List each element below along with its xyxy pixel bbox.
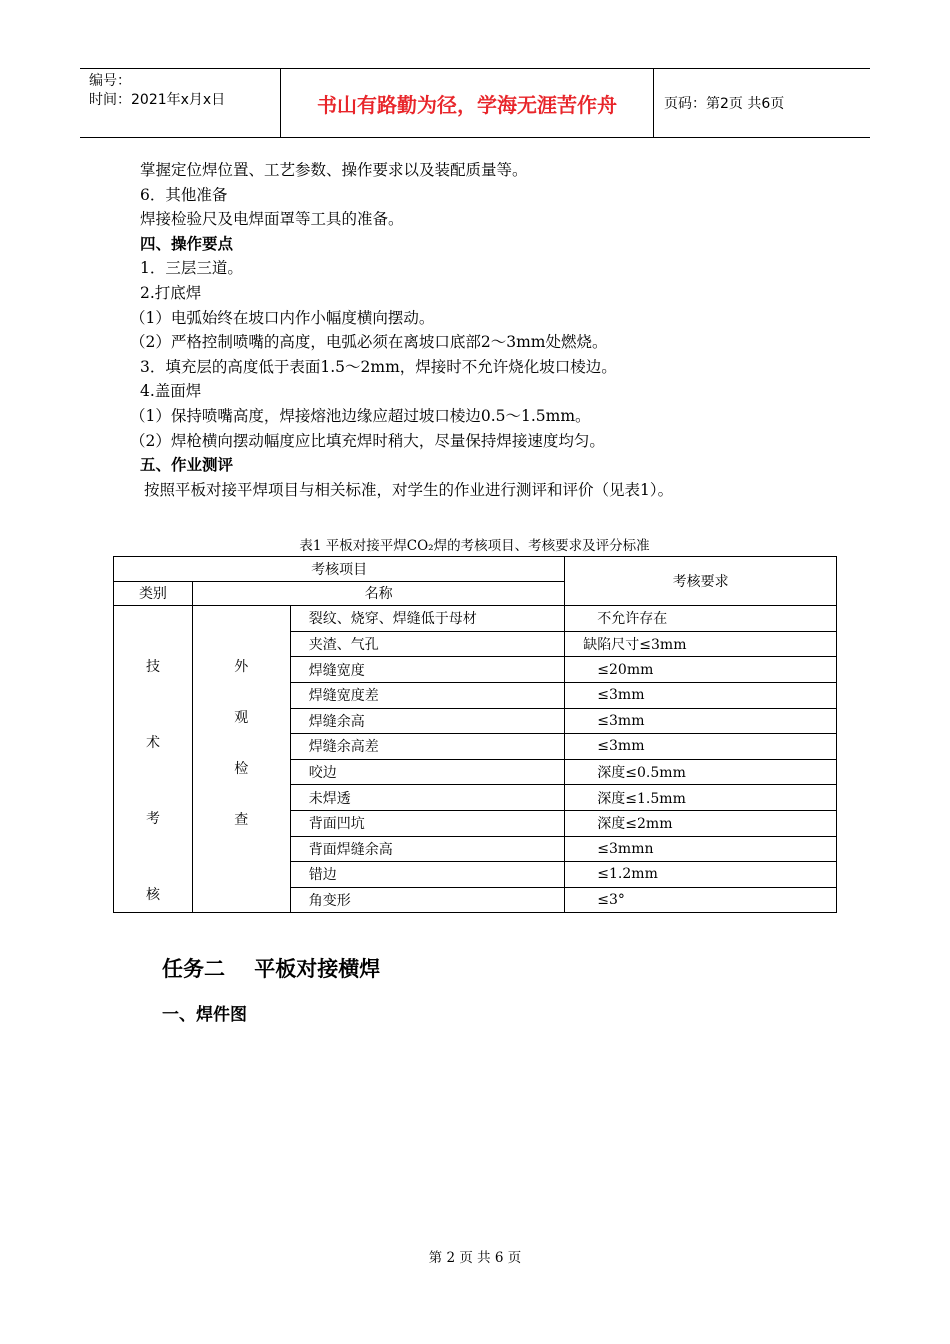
item-name-cell: 咬边 <box>290 759 565 785</box>
item-req-cell: 深度≤2mm <box>565 810 837 836</box>
header-meta <box>80 69 281 137</box>
item-req-cell: ≤3mm <box>565 682 837 708</box>
table-header-row <box>114 557 837 582</box>
paragraph: 3．填充层的高度低于表面1.5～2mm，焊接时不允许烧化坡口棱边。 <box>140 357 617 376</box>
item-name-cell: 焊缝宽度 <box>290 657 565 683</box>
subcategory-cell <box>192 606 290 913</box>
table-caption: 表1 平板对接平焊CO₂焊的考核项目、考核要求及评分标准 <box>299 538 650 554</box>
item-name-cell: 焊缝宽度差 <box>290 682 565 708</box>
item-req-cell: ≤20mm <box>565 657 837 683</box>
section-heading: 五、作业测评 <box>140 456 234 475</box>
paragraph: 按照平板对接平焊项目与相关标准，对学生的作业进行测评和评价（见表1）。 <box>144 480 674 499</box>
item-name-cell: 夹渣、气孔 <box>290 631 565 657</box>
header-category-cell: 类别 <box>114 581 193 606</box>
section-title: 一、焊件图 <box>162 1005 247 1025</box>
category-cell <box>114 606 193 913</box>
header-name-cell: 名称 <box>192 581 564 606</box>
item-name-cell: 裂纹、烧穿、焊缝低于母材 <box>290 606 565 632</box>
table-row <box>114 606 837 632</box>
paragraph: 焊接检验尺及电焊面罩等工具的准备。 <box>140 210 404 229</box>
evaluation-table <box>113 556 837 913</box>
subcategory-char: 外 <box>234 659 249 676</box>
header-motto: 书山有路勤为径，学海无涯苦作舟 <box>281 69 654 137</box>
header-date: 时间：2021年x月x日 <box>89 92 226 108</box>
category-char: 术 <box>145 735 160 752</box>
category-char: 核 <box>145 887 160 904</box>
header-page: 页码：第2页 共6页 <box>664 96 785 112</box>
paragraph: 6．其他准备 <box>140 185 228 204</box>
category-char: 考 <box>145 811 160 828</box>
paragraph: （2）严格控制喷嘴的高度，电弧必须在离坡口底部2～3mm处燃烧。 <box>130 333 608 352</box>
item-req-cell: ≤3mmn <box>565 836 837 862</box>
item-req-cell: ≤1.2mm <box>565 862 837 888</box>
item-req-cell: 不允许存在 <box>565 606 837 632</box>
paragraph: 2.打底焊 <box>140 283 202 302</box>
paragraph: （1）保持喷嘴高度，焊接熔池边缘应超过坡口棱边0.5～1.5mm。 <box>130 406 591 425</box>
item-name-cell: 错边 <box>290 862 565 888</box>
category-char: 技 <box>145 659 160 676</box>
subcategory-char: 观 <box>234 710 249 727</box>
item-name-cell: 背面焊缝余高 <box>290 836 565 862</box>
item-req-cell: ≤3mm <box>565 734 837 760</box>
header-item-cell: 考核项目 <box>114 557 565 582</box>
item-req-cell: ≤3° <box>565 887 837 913</box>
item-name-cell: 未焊透 <box>290 785 565 811</box>
subcategory-char: 查 <box>234 812 249 829</box>
task-title: 任务二 平板对接横焊 <box>162 957 381 981</box>
paragraph: （1）电弧始终在坡口内作小幅度横向摆动。 <box>130 308 435 327</box>
header-req-cell: 考核要求 <box>565 557 837 606</box>
page-header <box>80 68 870 138</box>
item-name-cell: 焊缝余高差 <box>290 734 565 760</box>
item-req-cell: 缺陷尺寸≤3mm <box>565 631 837 657</box>
item-req-cell: 深度≤1.5mm <box>565 785 837 811</box>
item-name-cell: 角变形 <box>290 887 565 913</box>
section-heading: 四、操作要点 <box>140 234 234 253</box>
item-name-cell: 焊缝余高 <box>290 708 565 734</box>
paragraph: 4.盖面焊 <box>140 382 202 401</box>
paragraph: （2）焊枪横向摆动幅度应比填充焊时稍大，尽量保持焊接速度均匀。 <box>130 431 605 450</box>
paragraph: 1．三层三道。 <box>140 259 243 278</box>
header-number: 编号： <box>89 73 131 89</box>
item-req-cell: 深度≤0.5mm <box>565 759 837 785</box>
body-text <box>130 158 840 502</box>
subcategory-char: 检 <box>234 761 249 778</box>
item-req-cell: ≤3mm <box>565 708 837 734</box>
page-footer: 第 2 页 共 6 页 <box>428 1250 522 1266</box>
item-name-cell: 背面凹坑 <box>290 810 565 836</box>
paragraph: 掌握定位焊位置、工艺参数、操作要求以及装配质量等。 <box>140 161 528 179</box>
